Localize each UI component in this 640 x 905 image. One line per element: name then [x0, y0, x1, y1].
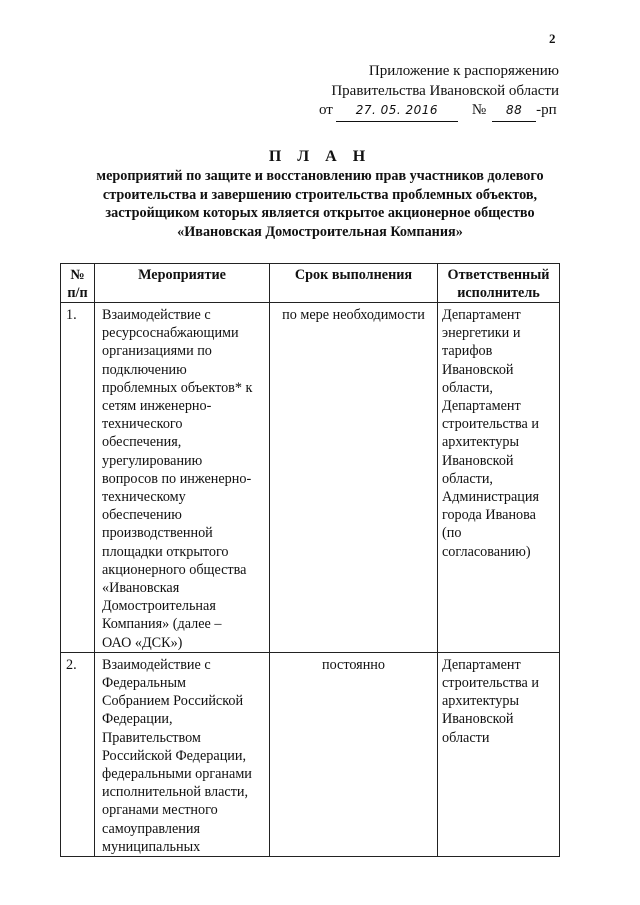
row-responsible-cell	[438, 652, 560, 856]
table-row	[61, 303, 560, 653]
row-event: Взаимодействие с Федеральным Собранием Российской Федерации, Правительством Российской Федерации, федеральными органами исполнительной власти, органами местного самоуправления муниципальных	[102, 656, 252, 855]
row-event: Взаимодействие с ресурсоснабжающими организациями по подключению проблемных объектов* к сетям инженерно- технического обеспечения, урегулированию вопросов по инженерно- техническому обеспечению производственной площадки открытого акционерного общества «Ивановская Домостроительная Компания» (далее – ОАО «ДСК»)	[102, 307, 253, 651]
row-responsible-cell	[438, 303, 560, 653]
header-event: Мероприятие	[95, 264, 270, 303]
appendix-date-line	[319, 101, 559, 122]
subtitle-line: застройщиком которых является открытое акционерное общество	[105, 205, 535, 221]
row-event-cell	[95, 303, 270, 653]
page-number: 2	[549, 31, 556, 46]
row-responsible: Департамент энергетики и тарифов Ивановской области, Департамент строительства и архитектуры Ивановской области, Администрация города Иванова (по согласованию)	[442, 307, 539, 560]
from-label: от	[319, 102, 333, 118]
plan-title: П Л А Н	[268, 148, 372, 165]
row-deadline-cell	[270, 652, 438, 856]
table-row	[61, 652, 560, 856]
row-deadline: постоянно	[322, 656, 385, 673]
row-event-cell	[95, 652, 270, 856]
header-num: № п/п	[61, 264, 95, 303]
header-deadline: Срок выполнения	[270, 264, 438, 303]
row-deadline-cell	[270, 303, 438, 653]
appendix-block	[319, 62, 559, 122]
row-deadline: по мере необходимости	[282, 307, 425, 323]
row-num-cell	[61, 652, 95, 856]
row-num: 2.	[66, 656, 77, 673]
subtitle-line: мероприятий по защите и восстановлению прав участников долевого	[96, 168, 544, 184]
header-responsible: Ответственный исполнитель	[438, 264, 560, 303]
plan-subtitle	[60, 167, 580, 241]
number-suffix: -рп	[536, 102, 557, 118]
number-label: №	[471, 102, 487, 118]
handwritten-date: 27. 05. 2016	[336, 101, 458, 122]
appendix-line-1: Приложение к распоряжению	[368, 63, 559, 79]
row-num-cell	[61, 303, 95, 653]
row-num: 1.	[66, 307, 77, 323]
plan-table	[60, 263, 560, 857]
subtitle-line: «Ивановская Домостроительная Компания»	[177, 223, 463, 240]
appendix-line-2: Правительства Ивановской области	[331, 82, 559, 99]
subtitle-line: строительства и завершению строительства проблемных объектов,	[102, 186, 538, 203]
table-header-row	[61, 264, 560, 303]
row-responsible: Департамент строительства и архитектуры Ивановской области	[442, 656, 539, 746]
handwritten-number: 88	[492, 101, 536, 122]
